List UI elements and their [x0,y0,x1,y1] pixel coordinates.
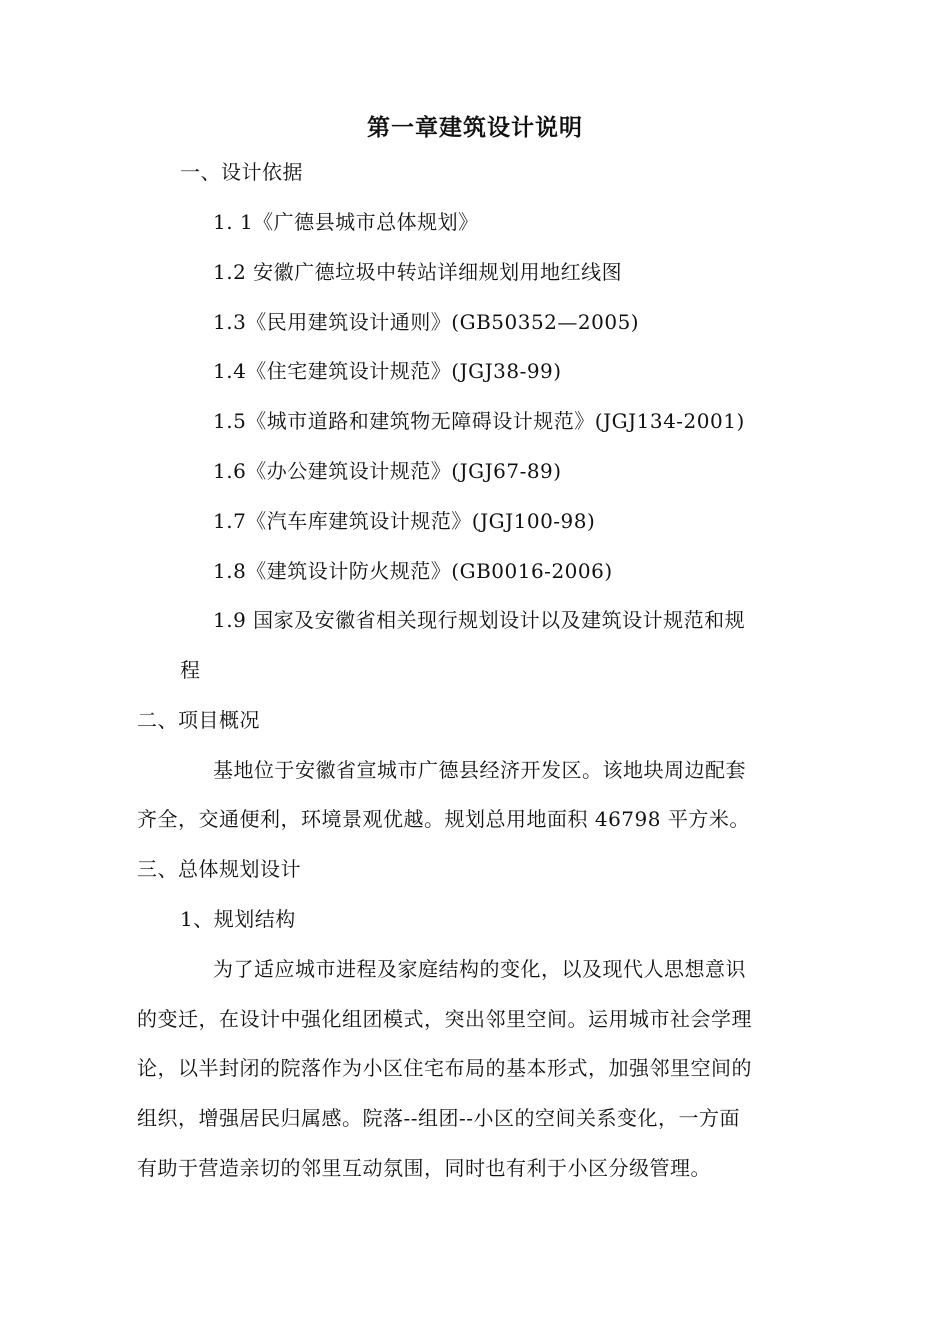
list-item: 1.7《汽车库建筑设计规范》(JGJ100-98) [213,509,596,533]
paragraph-line: 论，以半封闭的院落作为小区住宅布局的基本形式，加强邻里空间的 [137,1056,752,1080]
section-heading-design-basis: 一、设计依据 [180,160,303,184]
list-item: 1.4《住宅建筑设计规范》(JGJ38-99) [213,359,562,383]
paragraph-line: 齐全，交通便利，环境景观优越。规划总用地面积 46798 平方米。 [137,807,750,831]
list-item: 1. 1《广德县城市总体规划》 [213,210,479,234]
section-heading-master-planning: 三、总体规划设计 [137,857,301,881]
subsection-heading-planning-structure: 1、规划结构 [180,907,296,931]
list-item: 1.8《建筑设计防火规范》(GB0016-2006) [213,559,613,583]
list-item: 1.2 安徽广德垃圾中转站详细规划用地红线图 [213,260,623,284]
list-item: 1.9 国家及安徽省相关现行规划设计以及建筑设计规范和规 [213,608,746,632]
paragraph-line: 组织，增强居民归属感。院落--组团--小区的空间关系变化，一方面 [137,1106,741,1130]
paragraph-line: 有助于营造亲切的邻里互动氛围，同时也有利于小区分级管理。 [137,1156,711,1180]
list-item-continuation: 程 [180,658,201,682]
paragraph-line: 基地位于安徽省宣城市广德县经济开发区。该地块周边配套 [213,758,746,782]
page-title: 第一章建筑设计说明 [367,115,583,141]
paragraph-line: 的变迁，在设计中强化组团模式，突出邻里空间。运用城市社会学理 [137,1007,752,1031]
list-item: 1.5《城市道路和建筑物无障碍设计规范》(JGJ134-2001) [213,409,745,433]
section-heading-project-overview: 二、项目概况 [137,708,260,732]
list-item: 1.3《民用建筑设计通则》(GB50352—2005) [213,310,640,334]
list-item: 1.6《办公建筑设计规范》(JGJ67-89) [213,459,562,483]
paragraph-line: 为了适应城市进程及家庭结构的变化，以及现代人思想意识 [213,957,746,981]
